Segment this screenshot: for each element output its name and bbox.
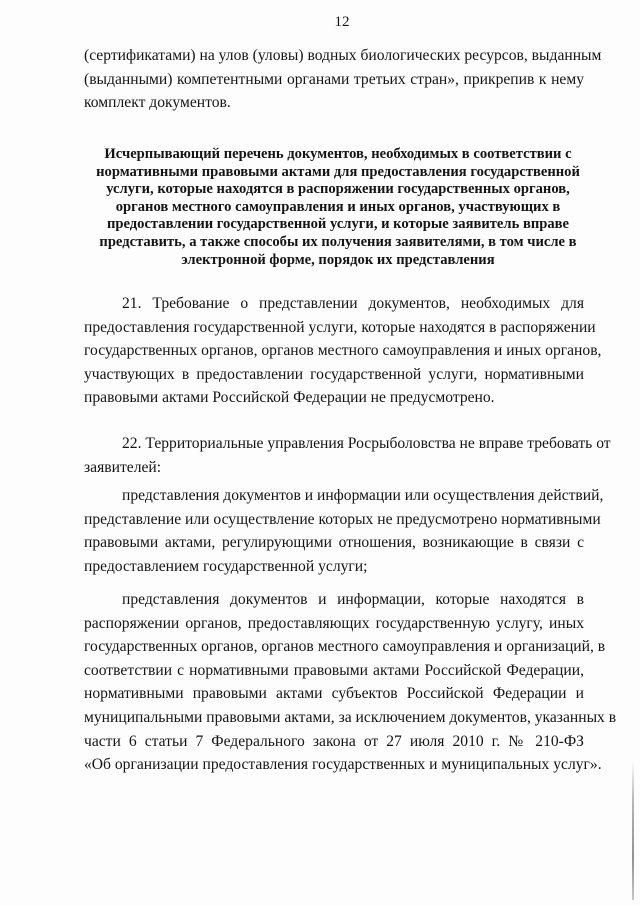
section-heading (90, 146, 586, 269)
text-line: предоставлением государственной услуги; (84, 557, 368, 575)
text-line: заявителей: (84, 458, 162, 476)
text-line: (выданными) компетентными органами третьих стран», прикрепив к нему (84, 70, 584, 88)
text-line: представление или осуществление которых не предусмотрено нормативными (84, 510, 601, 528)
heading-line: электронной форме, порядок их представления (181, 251, 495, 268)
text-line: части 6 статьи 7 Федерального закона от 27 июля 2010 г. № 210-ФЗ (84, 732, 584, 750)
text-line: государственных органов, органов местного самоуправления и иных органов, (84, 342, 602, 360)
text-line: муниципальными правовыми актами, за исключением документов, указанных в (84, 708, 617, 726)
text-line: (сертификатами) на улов (уловы) водных биологических ресурсов, выданным (84, 47, 602, 64)
heading-line: органов местного самоуправления и иных органов, участвующих в (115, 198, 561, 215)
requirement-item-2 (84, 588, 617, 777)
text-line: 21. Требование о представлении документов, необходимых для (122, 295, 584, 312)
text-line: правовыми актами Российской Федерации не предусмотрено. (84, 389, 495, 407)
paragraph-22 (84, 432, 611, 479)
heading-line: предоставлении государственной услуги, и которые заявитель вправе (106, 216, 570, 233)
text-line: представления документов и информации, которые находятся в (122, 591, 584, 608)
text-line: предоставления государственной услуги, которые находятся в распоряжении (84, 318, 596, 336)
scan-edge-mark (632, 760, 634, 900)
heading-line: нормативными правовыми актами для предоставления государственной (96, 163, 580, 180)
text-line: участвующих в предоставлении государственной услуги, нормативными (84, 365, 584, 383)
requirement-item-1 (84, 484, 604, 578)
text-line: «Об организации предоставления государственных и муниципальных услуг». (84, 756, 602, 774)
heading-line: услуги, которые находятся в распоряжении государственных органов, (106, 181, 570, 198)
text-line: соответствии с нормативными правовыми актами Российской Федерации, (84, 661, 584, 679)
text-line: 22. Территориальные управления Росрыболовства не вправе требовать от (122, 435, 611, 452)
text-line: представления документов и информации или осуществления действий, (122, 487, 604, 504)
paragraph-21 (84, 292, 602, 410)
intro-paragraph (84, 44, 602, 115)
text-line: правовыми актами, регулирующими отношения, возникающие в связи с (84, 534, 584, 552)
text-line: комплект документов. (84, 94, 231, 112)
text-line: государственных органов, органов местного самоуправления и организаций, в (84, 638, 606, 656)
page-number: 12 (334, 14, 350, 30)
heading-line: представить, а также способы их получения заявителями, в том числе в (99, 233, 577, 250)
text-line: нормативными правовыми актами субъектов Российской Федерации и (84, 685, 584, 703)
heading-line: Исчерпывающий перечень документов, необходимых в соответствии с (104, 146, 572, 162)
text-line: распоряжении органов, предоставляющих государственную услугу, иных (84, 614, 584, 632)
